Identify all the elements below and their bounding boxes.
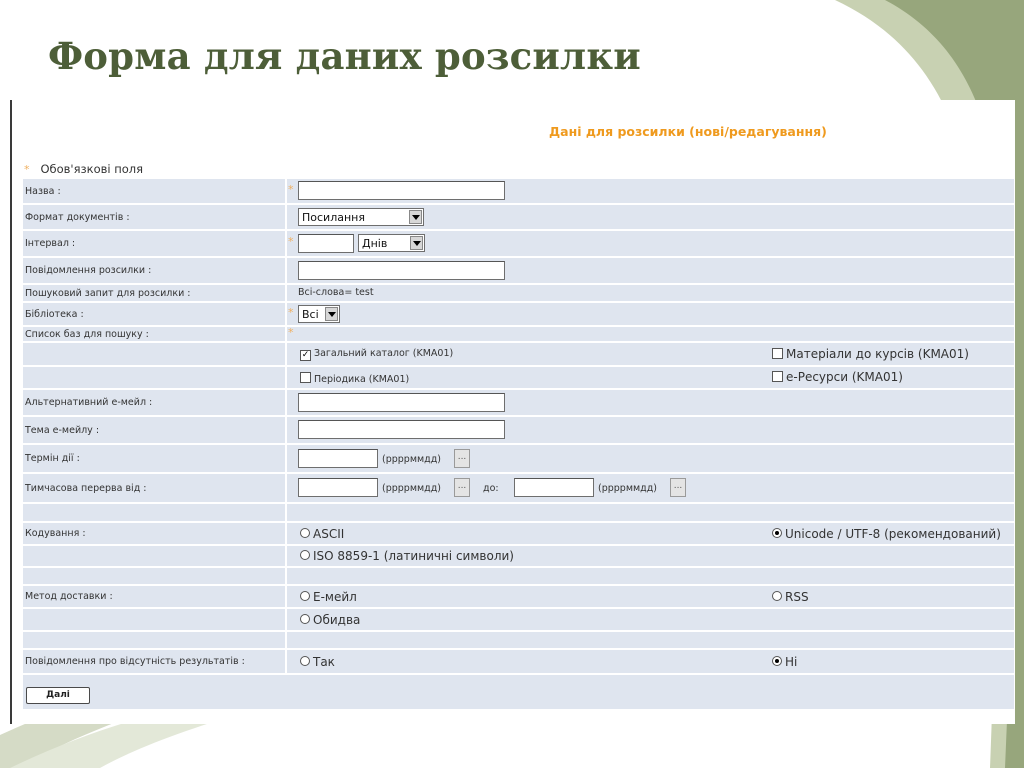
slide-title: Форма для даних розсилки: [48, 34, 641, 78]
search-query-label: Пошуковий запит для розсилки :: [25, 287, 191, 299]
row-delivery-2: [23, 609, 1014, 632]
column-separator: [285, 258, 287, 283]
encoding-option-label: Unicode / UTF-8 (рекомендований): [785, 527, 1001, 541]
required-star: *: [288, 235, 294, 248]
row-email-subject: [23, 417, 1014, 445]
alt-email-label: Альтернативний е-мейл :: [25, 397, 153, 408]
db-option-label: Матеріали до курсів (KMA01): [786, 347, 969, 361]
db-option-label: Періодика (KMA01): [314, 374, 410, 385]
radio-button[interactable]: [300, 528, 310, 538]
row-no-results: [23, 650, 1014, 675]
radio-button[interactable]: [300, 614, 310, 624]
delivery-option-both[interactable]: [300, 613, 360, 627]
row-alt-email: [23, 390, 1014, 417]
email-subject-input[interactable]: [298, 420, 505, 439]
row-search-query: [23, 285, 1014, 303]
encoding-option-label: ISO 8859-1 (латиничні символи): [313, 549, 514, 563]
interval-input[interactable]: [298, 234, 354, 253]
column-separator: [285, 205, 287, 229]
delivery-option-label: Обидва: [313, 613, 361, 627]
date-format-hint: (ррррммдд): [382, 483, 442, 494]
mailing-form-panel: [10, 100, 1015, 724]
checkbox[interactable]: [772, 371, 783, 382]
encoding-option-iso[interactable]: [300, 549, 514, 563]
row-spacer: [23, 504, 1014, 523]
doc-format-select[interactable]: [298, 208, 424, 226]
doc-format-selected: Посилання: [302, 211, 365, 224]
row-encoding-2: [23, 546, 1014, 568]
dropdown-arrow-icon: [410, 236, 423, 250]
row-submit: [23, 675, 1014, 709]
radio-button-selected[interactable]: [772, 656, 782, 666]
row-doc-format: [23, 205, 1014, 231]
column-separator: [285, 650, 287, 673]
row-db-list: [23, 327, 1014, 343]
no-results-option-label: Ні: [785, 655, 798, 669]
row-interval: [23, 231, 1014, 258]
row-spacer: [23, 632, 1014, 650]
form-heading: Дані для розсилки (нові/редагування): [549, 124, 827, 139]
delivery-option-email[interactable]: [300, 590, 357, 604]
delivery-label: Метод доставки :: [25, 591, 113, 602]
column-separator: [285, 586, 287, 607]
required-star: *: [288, 326, 294, 339]
no-results-option-no[interactable]: [772, 655, 797, 669]
no-results-label: Повідомлення про відсутність результатів :: [25, 656, 245, 667]
row-spacer: [23, 568, 1014, 586]
row-encoding: [23, 523, 1014, 546]
column-separator: [285, 546, 287, 566]
checkbox[interactable]: [300, 372, 311, 383]
next-button[interactable]: Далі: [26, 687, 90, 704]
dropdown-arrow-icon: [325, 307, 338, 321]
column-separator: [285, 303, 287, 325]
interval-unit-selected: Днів: [362, 237, 388, 250]
delivery-option-rss[interactable]: [772, 590, 809, 604]
encoding-option-unicode[interactable]: [772, 527, 1001, 541]
db-option-periodicals[interactable]: [300, 372, 409, 385]
required-note-text: Обов'язкові поля: [40, 162, 144, 176]
column-separator: [285, 285, 287, 301]
library-select[interactable]: [298, 305, 340, 323]
column-separator: [285, 327, 287, 341]
interval-label: Інтервал :: [25, 238, 76, 249]
column-separator: [285, 609, 287, 630]
no-results-option-yes[interactable]: [300, 655, 335, 669]
pause-to-label: до:: [483, 483, 499, 494]
column-separator: [285, 523, 287, 544]
radio-button[interactable]: [300, 550, 310, 560]
pause-to-input[interactable]: [514, 478, 594, 497]
radio-button[interactable]: [772, 591, 782, 601]
date-picker-button[interactable]: ...: [454, 449, 470, 468]
date-format-hint: (ррррммдд): [382, 454, 442, 465]
column-separator: [285, 632, 287, 648]
db-list-label: Список баз для пошуку :: [25, 328, 149, 340]
column-separator: [285, 390, 287, 415]
checkbox[interactable]: [772, 348, 783, 359]
radio-button-selected[interactable]: [772, 528, 782, 538]
db-option-e-resources[interactable]: [772, 370, 903, 384]
column-separator: [285, 343, 287, 365]
encoding-option-ascii[interactable]: [300, 527, 344, 541]
row-library: [23, 303, 1014, 327]
column-separator: [285, 568, 287, 584]
required-fields-note: [24, 162, 143, 176]
date-format-hint: (ррррммдд): [598, 483, 658, 494]
form-rows: [23, 179, 1014, 709]
no-results-option-label: Так: [313, 655, 335, 669]
column-separator: [285, 474, 287, 502]
required-star: *: [288, 306, 294, 319]
date-picker-button[interactable]: ...: [670, 478, 686, 497]
checkbox-checked[interactable]: ✓: [301, 350, 310, 360]
library-selected: Всі: [302, 308, 319, 321]
required-star: *: [288, 183, 294, 196]
dropdown-arrow-icon: [409, 210, 422, 224]
name-input[interactable]: [298, 181, 505, 200]
delivery-option-label: Е-мейл: [313, 590, 357, 604]
db-option-label: e-Ресурси (KMA01): [786, 370, 903, 384]
encoding-label: Кодування :: [25, 528, 86, 539]
column-separator: [285, 417, 287, 443]
row-valid-until: [23, 445, 1014, 474]
row-notify-message: [23, 258, 1014, 285]
row-db-options-1: [23, 343, 1014, 367]
radio-button[interactable]: [300, 656, 310, 666]
encoding-option-label: ASCII: [313, 527, 345, 541]
delivery-option-label: RSS: [785, 590, 809, 604]
row-pause: [23, 474, 1014, 504]
db-option-course-materials[interactable]: [772, 347, 969, 361]
column-separator: [285, 445, 287, 472]
row-db-options-2: [23, 367, 1014, 390]
pause-label: Тимчасова перерва від :: [25, 482, 147, 494]
pause-from-input[interactable]: [298, 478, 378, 497]
column-separator: [285, 231, 287, 256]
row-delivery: [23, 586, 1014, 609]
required-star: *: [24, 163, 30, 176]
name-label: Назва :: [25, 185, 61, 197]
row-name: [23, 179, 1014, 205]
radio-button[interactable]: [300, 591, 310, 601]
interval-unit-select[interactable]: [358, 234, 425, 252]
alt-email-input[interactable]: [298, 393, 505, 412]
column-separator: [285, 367, 287, 388]
column-separator: [285, 504, 287, 521]
library-label: Бібліотека :: [25, 308, 84, 320]
date-picker-button[interactable]: ...: [454, 478, 470, 497]
db-option-general-catalog[interactable]: [300, 348, 453, 361]
column-separator: [285, 179, 287, 203]
notify-message-input[interactable]: [298, 261, 505, 280]
doc-format-label: Формат документів :: [25, 211, 130, 223]
valid-until-input[interactable]: [298, 449, 378, 468]
valid-until-label: Термін дії :: [25, 453, 80, 464]
email-subject-label: Тема е-мейлу :: [25, 424, 100, 436]
db-option-label: Загальний каталог (KMA01): [314, 348, 454, 359]
notify-message-label: Повідомлення розсилки :: [25, 265, 152, 276]
search-query-value: Всі-слова= test: [298, 287, 374, 298]
